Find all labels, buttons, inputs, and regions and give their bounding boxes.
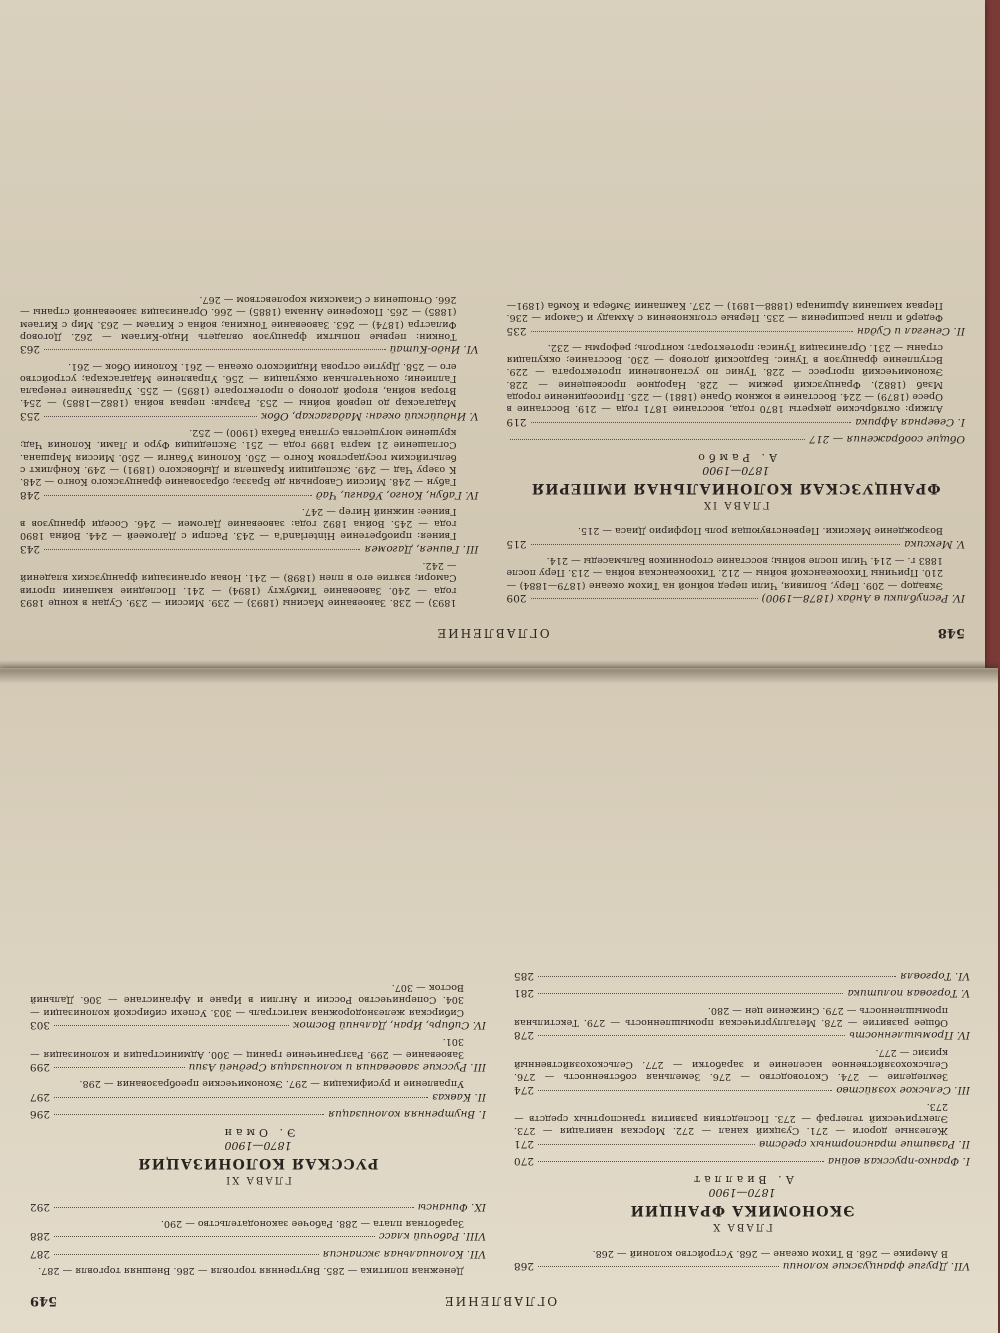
entry-page: 288	[30, 1230, 51, 1243]
page-548	[0, 0, 985, 672]
entry-title: I. Франко-прусская война	[827, 1155, 970, 1168]
entry-title: IV. Республики в Андах (1878—1900)	[761, 592, 965, 604]
entry-title: VII. Другие французские колонии	[782, 1260, 970, 1272]
toc-entry	[514, 986, 970, 999]
chapter-heading	[30, 1126, 486, 1185]
toc-entry	[514, 1045, 970, 1095]
entry-page: 303	[30, 1019, 51, 1032]
running-head: ОГЛАВЛЕНИЕ	[442, 1294, 558, 1308]
entry-page: 271	[514, 1137, 535, 1150]
chapter-heading	[514, 1173, 970, 1232]
toc-entry	[20, 359, 479, 422]
entry-page: 297	[30, 1090, 51, 1103]
chapter-author: А. Виаллат	[690, 1173, 794, 1187]
entry-description: Гвинея: приобретение Hinterland'а — 243. Распри с Дагомеей — 244. Война 1890 года — 245. Война 1892 года: завоевание Дагомеи — 246. Соседи французов в Гвинее: нижний Нигер — 247.	[20, 505, 457, 542]
entry-title: VIII. Рабочий класс	[378, 1230, 486, 1243]
entry-title: II. Развитие транспортных средств	[759, 1137, 970, 1150]
entry-title: Общие соображения — 217	[809, 433, 965, 446]
chapter-title: ФРАНЦУЗСКАЯ КОЛОНИАЛЬНАЯ ИМПЕРИЯ	[530, 480, 941, 497]
entry-description: Федерб и план расширения — 235. Первые столкновения с Ахмаду и Самори — 236. Первая кампания Аршинара (1888—1891) — 237. Кампании Эмбера и Комба (1891—1893) — 238. Завоевание Масины (1893) — 239. Миссии — 239. Судан в конце 1893 года — 240. Завоевание Тимбукту (1894) — 241. Последние кампании против Самори; взятие его в плен (1898) — 241. Новая организация французских владений — 242.	[20, 299, 943, 608]
entry-page: 270	[514, 1155, 535, 1168]
entry-page: 253	[20, 409, 41, 422]
entry-description: Габун — 248. Миссии Саворньян де Бразза; образование французского Конго — 248. К озеру Чад — 249. Экспедиции Крампеля и Дыбовского (1891) — 249. Конфликт с бельгийским государством Конго — 250. Колония Убанги — 250. Миссия Маршана. Соглашение 21 марта 1899 года — 251. Экспедиция Фуро и Лами. Колония Чад; крушение могущества султана Рабаха (1900) — 252.	[20, 427, 457, 488]
entry-page: 268	[514, 1260, 535, 1272]
chapter-author: А. Рамбо	[694, 451, 778, 465]
entry-page: 299	[30, 1061, 51, 1074]
entry-page: 292	[30, 1200, 51, 1213]
entry-description: Общее развитие — 278. Металлургическая промышленность — 279. Текстильная промышленность — 279. Снижение цен — 280.	[514, 1004, 948, 1028]
entry-description: В Америке — 268. В Тихом океане — 268. Устройство колоний — 268.	[592, 1247, 948, 1259]
entry-description: Денежная политика — 285. Внутренняя торговля — 286. Внешняя торговля — 287.	[38, 1265, 464, 1276]
entry-title: III. Гвинея, Дагомея	[364, 542, 479, 555]
entry-title: IV. Сибирь, Иран, Дальний Восток	[293, 1019, 486, 1032]
toc-entry	[30, 1035, 486, 1073]
toc-columns	[30, 736, 970, 1276]
chapter-label: ГЛАВА IX	[701, 499, 770, 511]
entry-page: 235	[506, 324, 527, 337]
entry-description: Управление и русификация — 297. Экономические преобразования — 298.	[79, 1078, 464, 1090]
toc-entry	[507, 432, 966, 445]
entry-description: Алжир: октябрьские декреты 1870 года, восстание 1871 года — 219. Восстание в Оресе (1879) — 224. Восстание в южном Оране (1881) — 225. Присоединение города Мзаб (1882). Французский режим — 228. Народное просвещение — 228. Экономический прогресс — 228. Тунис по установлении протектората — 229. Вступление французов в Тунис. Бардоский договор — 230. Восстание; оккупация страны — 231. Организация Туниса: протекторат; контроль; реформы — 232.	[506, 341, 943, 415]
entry-page: 281	[514, 987, 535, 1000]
entry-title: III. Русские завоевания и колонизация Средней Азии	[188, 1061, 486, 1074]
entry-description: Заработная плата — 288. Рабочее законодательство — 290.	[160, 1217, 464, 1229]
toc-entry	[514, 1003, 970, 1041]
entry-description: Эквадор — 209. Перу, Боливия, Чили перед войной на Тихом океане (1879—1884) — 210. Причины Тихоокеанской войны — 212. Тихоокеанская война — 213. Перу после 1883 г. — 214. Чили после войны; восстание сторонников Бальмаседы — 214.	[506, 555, 943, 591]
toc-columns	[20, 48, 965, 608]
running-head: ОГЛАВЛЕНИЕ	[435, 626, 550, 640]
book-gutter	[0, 660, 998, 684]
entry-title: V. Торговая политика	[847, 987, 970, 1000]
entry-page: 296	[30, 1108, 51, 1121]
entry-description: Мадагаскар до первой войны — 253. Разрыв: первая война (1882—1885) — 254. Вторая война, второй договор о протекторате (1895) — 255. Управление генерала Галлиени; окончательная оккупация — 256. Управление Мадагаскара; устройство его — 258. Другие острова Индийского океана — 261. Колонии Обок — 261.	[20, 360, 457, 409]
entry-title: IX. Финансы	[417, 1200, 486, 1213]
entry-title: IV. Промышленность	[849, 1029, 970, 1042]
entry-page: 285	[514, 969, 535, 982]
toc-entry	[30, 1077, 486, 1103]
chapter-title: РУССКАЯ КОЛОНИЗАЦИЯ	[137, 1155, 379, 1172]
entry-title: V. Индийский океан: Мадагаскар, Обок	[261, 409, 479, 422]
entry-description: Сибирская железнодорожная магистраль — 303. Успехи сибирской колонизации — 304. Соперничество России и Англии в Иране и Афганистане — 306. Дальний Восток — 307.	[30, 982, 464, 1018]
chapter-heading	[507, 451, 966, 510]
entry-page: 263	[20, 343, 41, 356]
toc-entry	[514, 1154, 970, 1167]
chapter-years: 1870—1900	[702, 464, 770, 478]
toc-entry	[30, 1246, 486, 1259]
toc-entry	[20, 505, 479, 555]
chapter-label: ГЛАВА X	[711, 1221, 773, 1233]
toc-entry	[507, 524, 966, 550]
entry-title: VI. Торговля	[900, 969, 970, 982]
entry-title: II. Кавказ	[432, 1090, 486, 1103]
chapter-author: Э. Оман	[220, 1126, 296, 1140]
entry-title: V. Мексика	[904, 537, 965, 550]
entry-description: Возрождение Мексики. Первенствующая роль Порфирио Диаса — 215.	[577, 525, 943, 537]
toc-entry	[20, 426, 479, 501]
entry-title: VII. Колониальная экспансия	[322, 1247, 486, 1260]
entry-title: IV. Габун, Конго, Убанги, Чад	[316, 488, 479, 501]
entry-description: Завоевание — 299. Разграничение границ — 300. Администрация и колонизация — 301.	[30, 1036, 464, 1060]
entry-page: 215	[506, 537, 527, 550]
chapter-label: ГЛАВА XI	[224, 1174, 292, 1186]
toc-entry	[514, 1246, 970, 1272]
toc-entry	[30, 1217, 486, 1243]
page-549	[0, 668, 998, 1333]
page-number: 549	[30, 1293, 58, 1308]
entry-page: 209	[506, 592, 527, 604]
page-548-text	[20, 40, 965, 640]
entry-title: II. Сенегал и Судан	[857, 324, 965, 337]
entry-title: III. Сельское хозяйство	[836, 1083, 970, 1096]
toc-entry	[30, 981, 486, 1031]
chapter-title: ЭКОНОМИКА ФРАНЦИИ	[629, 1202, 855, 1219]
entry-page: 219	[506, 415, 527, 428]
entry-title: I. Внутренняя колонизация	[328, 1108, 486, 1121]
entry-page: 274	[514, 1083, 535, 1096]
entry-title: I. Северная Африка	[855, 415, 965, 428]
entry-description: Тонкин: первые попытки французов овладеть Индо-Китаем — 262. Договор Филастра (1874) — 263. Завоевание Тонкина; война с Китаем — 263. Мир с Китаем (1885) — 265. Покорение Аннама (1885) — 266. Организация завоеванной страны — 266. Отношения с Сиамским королевством — 267.	[20, 294, 457, 342]
entry-title: VI. Индо-Китай	[389, 343, 479, 356]
page-number: 548	[937, 625, 965, 640]
chapter-years: 1870—1900	[708, 1186, 776, 1200]
toc-entry	[507, 554, 966, 604]
toc-entry	[20, 293, 479, 356]
entry-page: 287	[30, 1247, 51, 1260]
toc-entry	[30, 1107, 486, 1120]
entry-description: Земледелие — 274. Скотоводство — 276. Земельная собственность — 276. Сельскохозяйственное население и заработки — 277. Сельскохозяйственный кризис — 277.	[514, 1046, 948, 1083]
entry-page: 243	[20, 542, 41, 555]
toc-entry	[514, 1100, 970, 1150]
entry-page: 248	[20, 488, 41, 501]
toc-entry	[507, 341, 966, 428]
toc-entry	[30, 1199, 486, 1212]
chapter-years: 1870—1900	[224, 1139, 292, 1153]
entry-description: Железные дороги — 271. Суэцкий канал — 272. Морская навигация — 273. Электрический телеграф — 273. Последствия развития транспортных средств — 273.	[514, 1100, 948, 1137]
page-549-text	[30, 698, 970, 1308]
entry-page: 278	[514, 1029, 535, 1042]
